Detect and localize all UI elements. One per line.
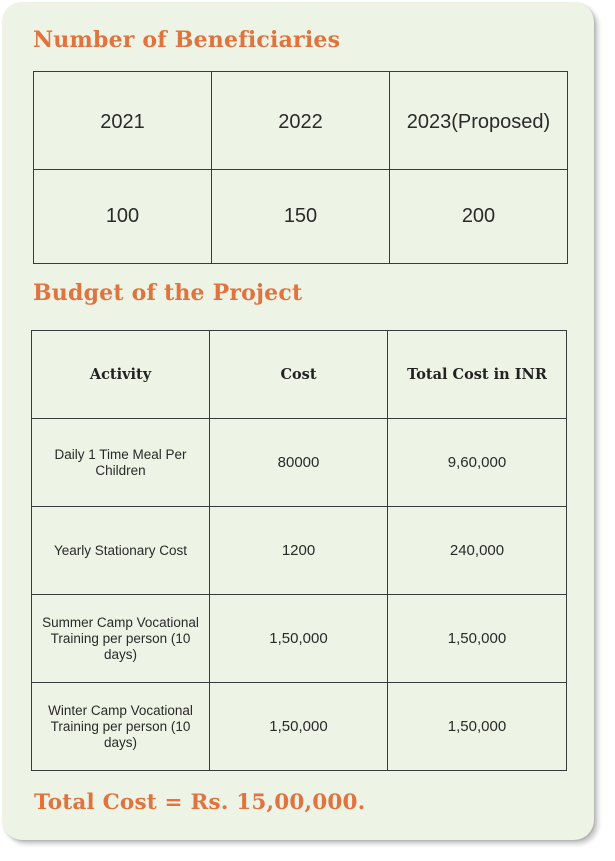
table-row xyxy=(32,507,567,595)
table-row xyxy=(34,170,568,264)
column-header-activity: Activity xyxy=(32,331,210,419)
table-row xyxy=(32,595,567,683)
activity-cell: Winter Camp Vocational Training per person (10 days) xyxy=(32,683,210,771)
count-cell: 100 xyxy=(34,170,212,264)
cost-cell: 1,50,000 xyxy=(210,595,388,683)
table-row xyxy=(32,683,567,771)
budget-table xyxy=(31,330,567,771)
total-cell: 240,000 xyxy=(388,507,567,595)
content-card xyxy=(2,2,594,840)
cost-cell: 80000 xyxy=(210,419,388,507)
table-header-row xyxy=(32,331,567,419)
table-row xyxy=(32,419,567,507)
cost-cell: 1,50,000 xyxy=(210,683,388,771)
budget-heading: Budget of the Project xyxy=(33,280,303,306)
total-cell: 1,50,000 xyxy=(388,683,567,771)
count-cell: 150 xyxy=(212,170,390,264)
activity-cell: Daily 1 Time Meal Per Children xyxy=(32,419,210,507)
beneficiaries-table xyxy=(33,71,568,264)
column-header-total: Total Cost in INR xyxy=(388,331,567,419)
cost-cell: 1200 xyxy=(210,507,388,595)
activity-cell: Summer Camp Vocational Training per person (10 days) xyxy=(32,595,210,683)
total-cell: 1,50,000 xyxy=(388,595,567,683)
column-header-cost: Cost xyxy=(210,331,388,419)
table-row xyxy=(34,72,568,170)
total-cell: 9,60,000 xyxy=(388,419,567,507)
total-cost-text: Total Cost = Rs. 15,00,000. xyxy=(34,790,366,815)
year-cell: 2023(Proposed) xyxy=(390,72,568,170)
count-cell: 200 xyxy=(390,170,568,264)
beneficiaries-heading: Number of Beneficiaries xyxy=(33,27,341,53)
year-cell: 2022 xyxy=(212,72,390,170)
year-cell: 2021 xyxy=(34,72,212,170)
activity-cell: Yearly Stationary Cost xyxy=(32,507,210,595)
